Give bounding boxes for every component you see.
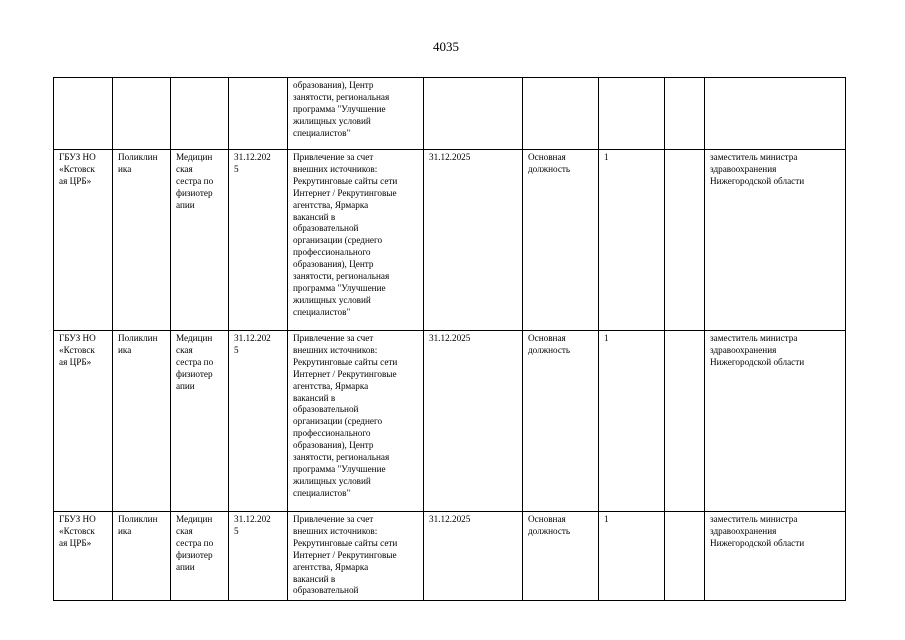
cell-organization: ГБУЗ НО «Кстовск ая ЦРБ» (54, 150, 113, 331)
cell-unit: Поликлин ика (113, 331, 171, 512)
cell-count: 1 (599, 331, 665, 512)
cell-position: Медицин ская сестра по физиотер апии (171, 512, 229, 601)
cell-deadline (424, 78, 523, 150)
cell-rate-type: Основная должность (523, 512, 599, 601)
cell-date: 31.12.202 5 (229, 512, 288, 601)
cell-organization: ГБУЗ НО «Кстовск ая ЦРБ» (54, 512, 113, 601)
cell-deadline: 31.12.2025 (424, 331, 523, 512)
cell-count (599, 78, 665, 150)
cell-position (171, 78, 229, 150)
cell-unit: Поликлин ика (113, 512, 171, 601)
cell-deadline: 31.12.2025 (424, 512, 523, 601)
vacancy-table (53, 77, 846, 601)
cell-rate-type (523, 78, 599, 150)
cell-position: Медицин ская сестра по физиотер апии (171, 331, 229, 512)
cell-responsible (705, 78, 846, 150)
table-row (54, 78, 846, 150)
cell-date (229, 78, 288, 150)
cell-extra (665, 331, 705, 512)
cell-organization: ГБУЗ НО «Кстовск ая ЦРБ» (54, 331, 113, 512)
cell-organization (54, 78, 113, 150)
table-row (54, 150, 846, 331)
cell-rate-type: Основная должность (523, 331, 599, 512)
cell-source: Привлечение за счет внешних источников: Рекрутинговые сайты сети Интернет / Рекрутинговые агентства, Ярмарка вакансий в образовательной организации (среднего профессионального образования), Центр занятости, региональная программа "Улучшение жилищных условий специалистов" (288, 150, 424, 331)
table-row (54, 512, 846, 601)
cell-source: Привлечение за счет внешних источников: Рекрутинговые сайты сети Интернет / Рекрутинговые агентства, Ярмарка вакансий в образовательной организации (среднего профессионального образования), Центр занятости, региональная программа "Улучшение жилищных условий специалистов" (288, 331, 424, 512)
cell-responsible: заместитель министра здравоохранения Нижегородской области (705, 512, 846, 601)
cell-extra (665, 78, 705, 150)
cell-extra (665, 512, 705, 601)
cell-extra (665, 150, 705, 331)
cell-date: 31.12.202 5 (229, 150, 288, 331)
cell-unit: Поликлин ика (113, 150, 171, 331)
cell-position: Медицин ская сестра по физиотер апии (171, 150, 229, 331)
cell-source: образования), Центр занятости, региональная программа "Улучшение жилищных условий специалистов" (288, 78, 424, 150)
table-row (54, 331, 846, 512)
cell-date: 31.12.202 5 (229, 331, 288, 512)
cell-deadline: 31.12.2025 (424, 150, 523, 331)
cell-count: 1 (599, 150, 665, 331)
cell-rate-type: Основная должность (523, 150, 599, 331)
cell-responsible: заместитель министра здравоохранения Нижегородской области (705, 331, 846, 512)
page-number: 4035 (433, 39, 459, 54)
cell-responsible: заместитель министра здравоохранения Нижегородской области (705, 150, 846, 331)
cell-unit (113, 78, 171, 150)
cell-count: 1 (599, 512, 665, 601)
cell-source: Привлечение за счет внешних источников: Рекрутинговые сайты сети Интернет / Рекрутинговые агентства, Ярмарка вакансий в образовательной (288, 512, 424, 601)
